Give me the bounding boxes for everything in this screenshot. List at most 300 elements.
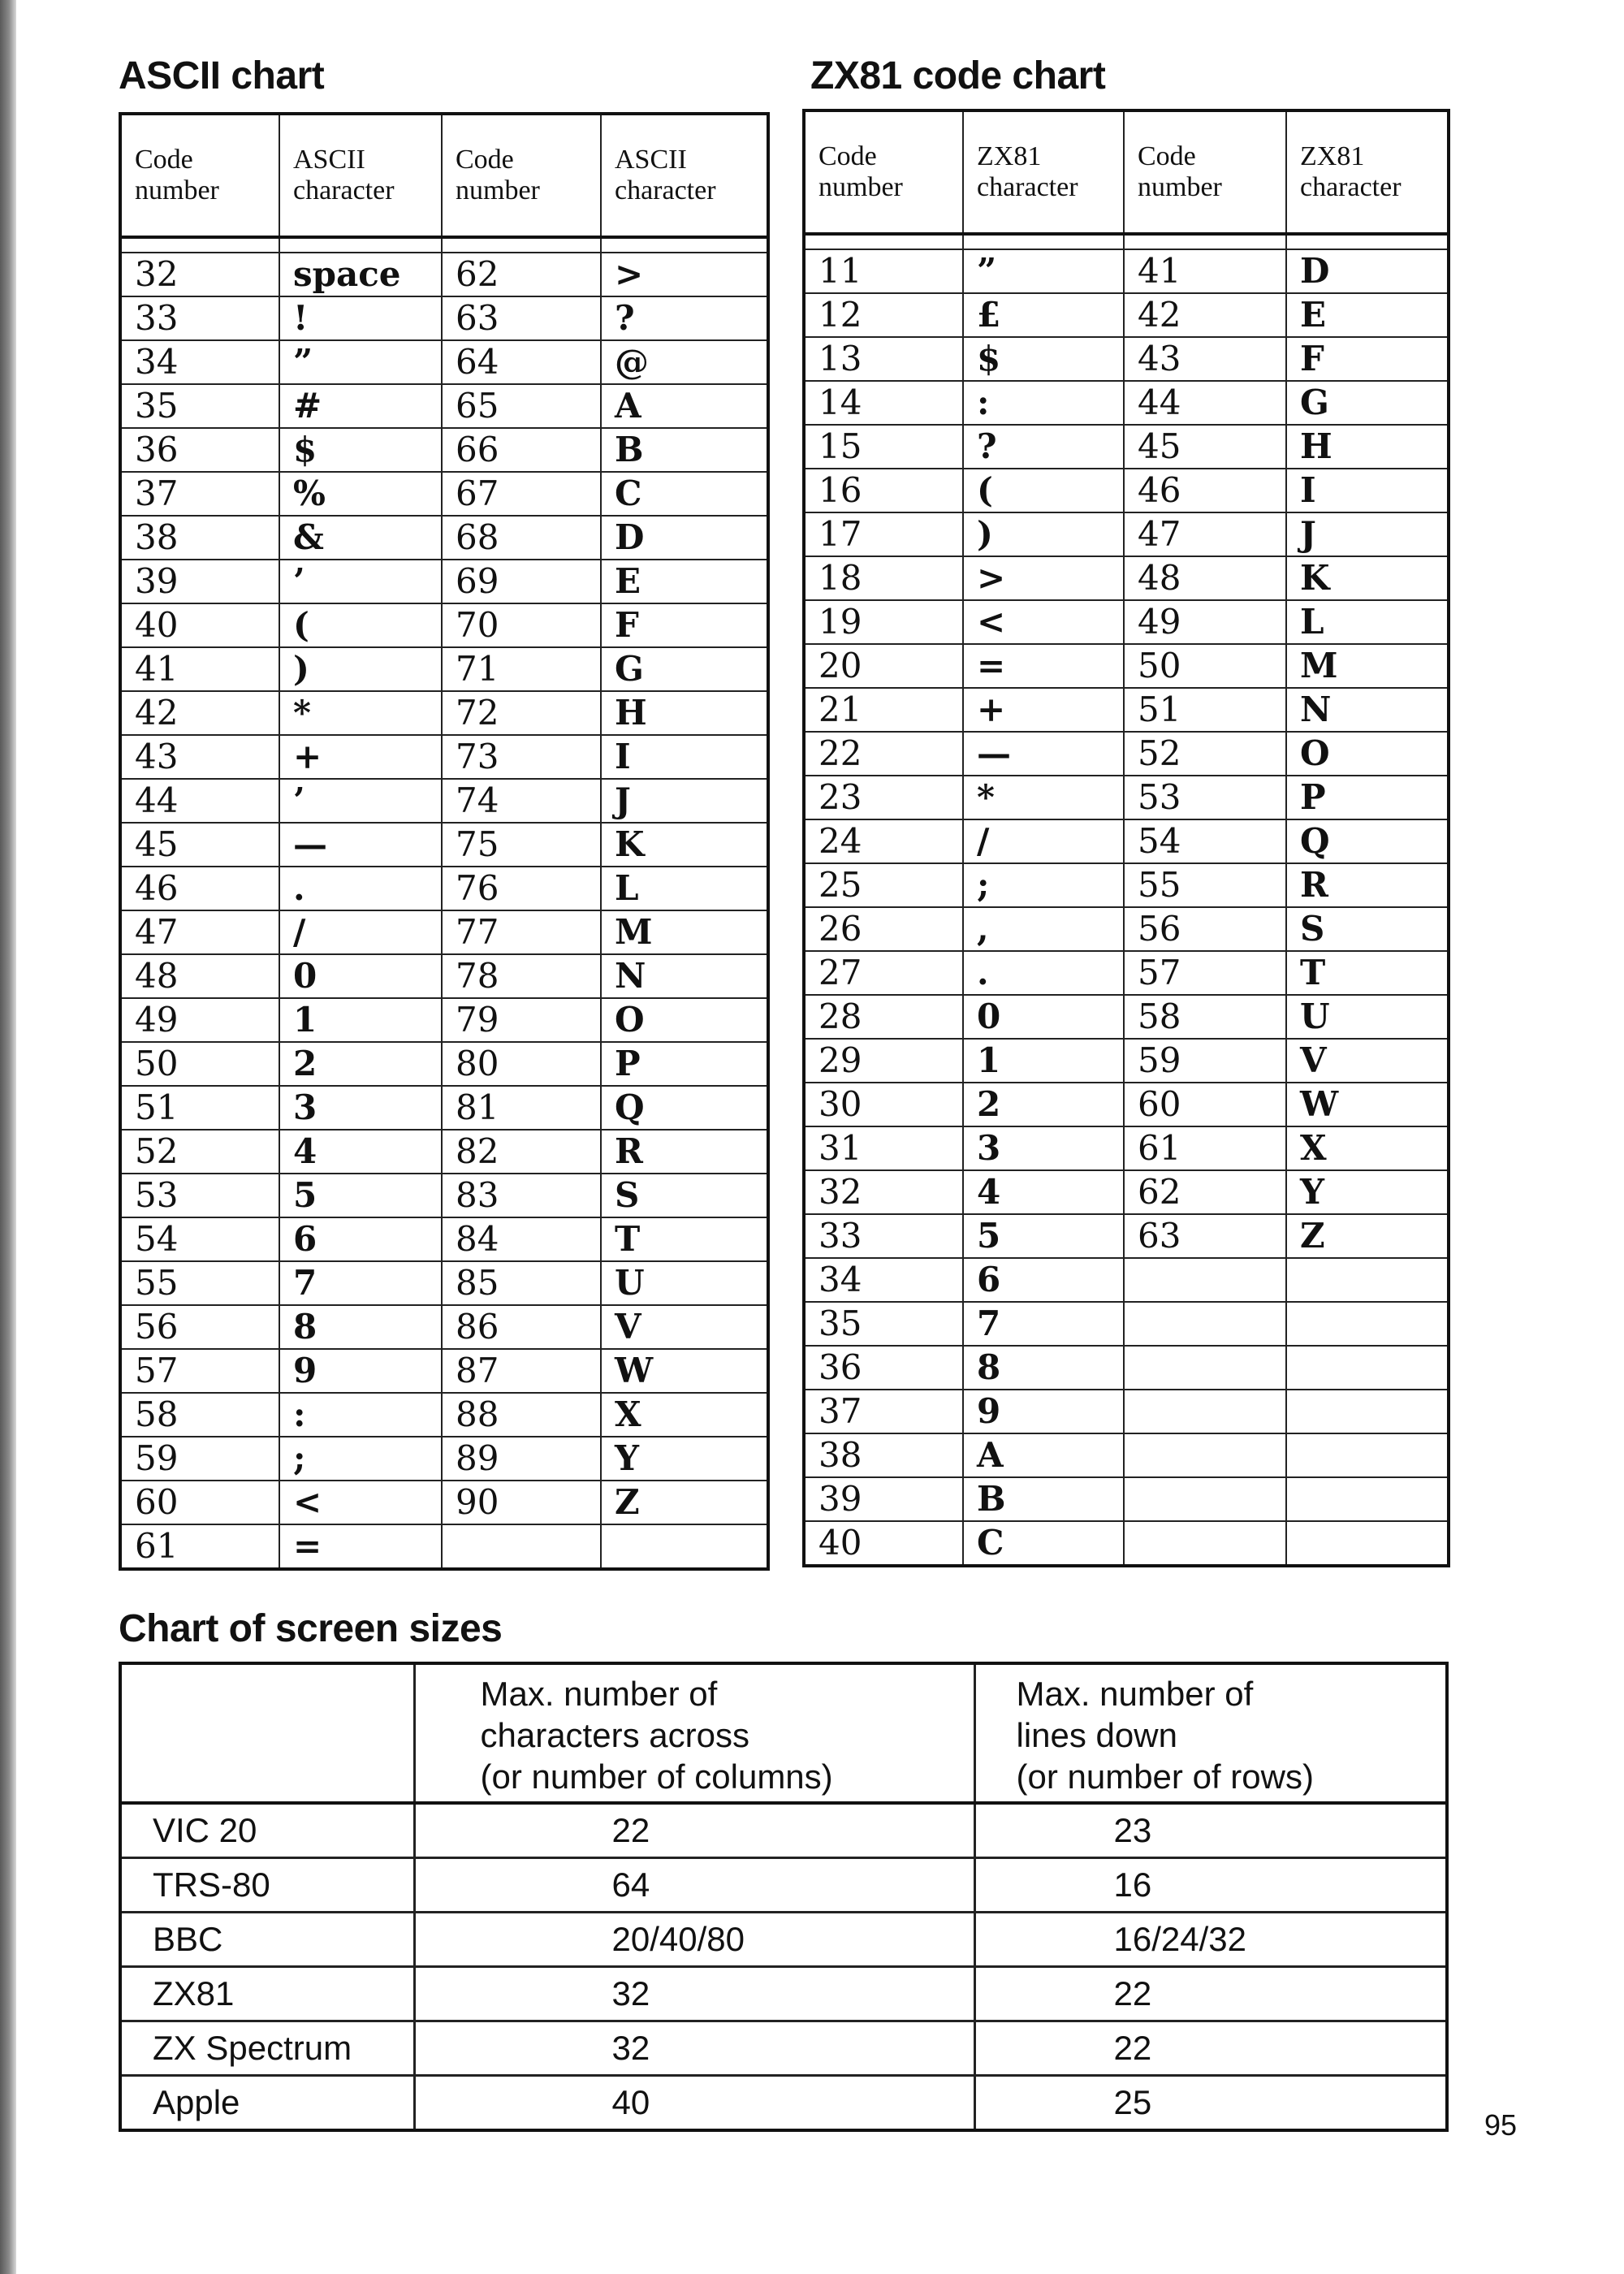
ascii-row <box>120 1524 768 1569</box>
ascii-code-cell: 63 <box>442 296 601 340</box>
zx81-character-cell: ) <box>963 512 1124 556</box>
zx81-code-cell <box>1124 1521 1286 1566</box>
ascii-row <box>120 954 768 998</box>
zx81-character-cell: O <box>1286 732 1449 776</box>
zx81-code-cell: 32 <box>804 1170 963 1214</box>
zx81-row <box>804 381 1449 425</box>
ascii-row <box>120 867 768 910</box>
zx81-code-cell: 50 <box>1124 644 1286 688</box>
zx81-character-cell: ” <box>963 249 1124 293</box>
zx81-character-cell: H <box>1286 425 1449 469</box>
zx81-code-cell: 23 <box>804 776 963 819</box>
zx81-character-cell: ? <box>963 425 1124 469</box>
zx81-row <box>804 1083 1449 1126</box>
screen-sizes-title: Chart of screen sizes <box>119 1607 503 1650</box>
zx81-character-cell: B <box>963 1477 1124 1521</box>
zx81-code-cell: 46 <box>1124 469 1286 512</box>
zx81-code-cell: 20 <box>804 644 963 688</box>
columns-cell: 40 <box>414 2076 974 2131</box>
ascii-character-cell: 0 <box>279 954 442 998</box>
ascii-code-cell: 55 <box>120 1261 279 1305</box>
spacer-cell <box>1286 234 1449 249</box>
machine-name-cell: BBC <box>120 1913 414 1967</box>
ascii-code-cell: 53 <box>120 1174 279 1217</box>
ascii-character-cell: > <box>601 253 768 296</box>
ascii-row <box>120 1086 768 1130</box>
zx81-character-cell: ( <box>963 469 1124 512</box>
zx81-spacer-row <box>804 234 1449 249</box>
zx81-code-cell: 53 <box>1124 776 1286 819</box>
ascii-character-cell: V <box>601 1305 768 1349</box>
zx81-code-cell: 29 <box>804 1039 963 1083</box>
ascii-code-cell: 86 <box>442 1305 601 1349</box>
columns-cell: 20/40/80 <box>414 1913 974 1967</box>
zx81-code-cell: 61 <box>1124 1126 1286 1170</box>
zx81-row <box>804 1039 1449 1083</box>
spacer-cell <box>963 234 1124 249</box>
ascii-character-cell: H <box>601 691 768 735</box>
ascii-character-cell: O <box>601 998 768 1042</box>
ascii-code-cell: 44 <box>120 779 279 823</box>
zx81-character-cell: 2 <box>963 1083 1124 1126</box>
zx81-row <box>804 819 1449 863</box>
ascii-header-row <box>120 114 768 237</box>
ascii-code-cell: 70 <box>442 603 601 647</box>
ascii-code-cell: 64 <box>442 340 601 384</box>
ascii-code-cell: 90 <box>442 1481 601 1524</box>
zx81-character-cell: , <box>963 907 1124 951</box>
zx81-code-cell: 60 <box>1124 1083 1286 1126</box>
ascii-code-cell: 41 <box>120 647 279 691</box>
ascii-character-cell: W <box>601 1349 768 1393</box>
ascii-character-cell: M <box>601 910 768 954</box>
zx81-character-cell: 1 <box>963 1039 1124 1083</box>
zx81-character-cell: M <box>1286 644 1449 688</box>
zx81-character-cell: C <box>963 1521 1124 1566</box>
zx81-code-cell: 36 <box>804 1346 963 1390</box>
zx81-character-cell: R <box>1286 863 1449 907</box>
zx81-character-cell <box>1286 1258 1449 1302</box>
screen-row <box>120 1858 1447 1913</box>
zx81-code-cell <box>1124 1433 1286 1477</box>
spacer-cell <box>1124 234 1286 249</box>
screen-sizes-table <box>119 1662 1449 2132</box>
ascii-code-cell: 75 <box>442 823 601 867</box>
columns-cell: 64 <box>414 1858 974 1913</box>
ascii-row <box>120 1437 768 1481</box>
zx81-row <box>804 556 1449 600</box>
machine-header <box>120 1663 414 1803</box>
ascii-code-cell: 46 <box>120 867 279 910</box>
zx81-character-cell: F <box>1286 337 1449 381</box>
zx81-character-cell: 7 <box>963 1302 1124 1346</box>
ascii-character-cell: 1 <box>279 998 442 1042</box>
ascii-code-cell: 32 <box>120 253 279 296</box>
screen-row <box>120 1803 1447 1858</box>
ascii-character-cell: U <box>601 1261 768 1305</box>
zx81-character-cell: I <box>1286 469 1449 512</box>
zx81-code-cell: 25 <box>804 863 963 907</box>
rows-cell: 16/24/32 <box>974 1913 1447 1967</box>
ascii-code-cell: 57 <box>120 1349 279 1393</box>
ascii-code-cell: 84 <box>442 1217 601 1261</box>
zx81-code-cell: 13 <box>804 337 963 381</box>
zx81-row <box>804 776 1449 819</box>
zx81-character-cell: $ <box>963 337 1124 381</box>
zx81-row <box>804 1258 1449 1302</box>
zx81-code-cell <box>1124 1346 1286 1390</box>
spacer-cell <box>120 237 279 253</box>
zx81-character-header: ZX81 character <box>963 110 1124 234</box>
zx81-character-cell: T <box>1286 951 1449 995</box>
zx81-code-cell: 19 <box>804 600 963 644</box>
ascii-code-cell: 33 <box>120 296 279 340</box>
zx81-code-cell: 41 <box>1124 249 1286 293</box>
zx81-table <box>802 109 1450 1567</box>
screen-row <box>120 1913 1447 1967</box>
ascii-character-cell: N <box>601 954 768 998</box>
zx81-code-cell: 31 <box>804 1126 963 1170</box>
zx81-code-cell: 18 <box>804 556 963 600</box>
ascii-row <box>120 823 768 867</box>
ascii-row <box>120 910 768 954</box>
ascii-character-cell: . <box>279 867 442 910</box>
zx81-code-cell: 24 <box>804 819 963 863</box>
zx81-code-header: Code number <box>1124 110 1286 234</box>
rows-cell: 22 <box>974 1967 1447 2021</box>
rows-cell: 22 <box>974 2021 1447 2076</box>
ascii-code-cell: 51 <box>120 1086 279 1130</box>
rows-cell: 16 <box>974 1858 1447 1913</box>
zx81-character-cell: : <box>963 381 1124 425</box>
ascii-character-cell: J <box>601 779 768 823</box>
ascii-code-cell: 35 <box>120 384 279 428</box>
ascii-character-header: ASCII character <box>601 114 768 237</box>
zx81-character-cell: = <box>963 644 1124 688</box>
ascii-character-cell: # <box>279 384 442 428</box>
ascii-character-cell: — <box>279 823 442 867</box>
machine-name-cell: ZX81 <box>120 1967 414 2021</box>
zx81-code-cell: 51 <box>1124 688 1286 732</box>
ascii-character-cell: K <box>601 823 768 867</box>
zx81-code-header: Code number <box>804 110 963 234</box>
ascii-character-cell: P <box>601 1042 768 1086</box>
zx81-character-cell: 8 <box>963 1346 1124 1390</box>
ascii-code-cell: 61 <box>120 1524 279 1569</box>
zx81-code-cell: 42 <box>1124 293 1286 337</box>
zx81-character-cell: ; <box>963 863 1124 907</box>
ascii-code-header: Code number <box>442 114 601 237</box>
ascii-code-cell: 36 <box>120 428 279 472</box>
screen-row <box>120 2076 1447 2131</box>
zx81-code-cell <box>1124 1302 1286 1346</box>
ascii-character-cell: I <box>601 735 768 779</box>
zx81-row <box>804 1126 1449 1170</box>
zx81-character-cell <box>1286 1477 1449 1521</box>
ascii-code-cell: 42 <box>120 691 279 735</box>
ascii-code-cell: 43 <box>120 735 279 779</box>
ascii-code-cell: 59 <box>120 1437 279 1481</box>
ascii-code-cell: 82 <box>442 1130 601 1174</box>
zx81-row <box>804 1390 1449 1433</box>
zx81-code-cell: 44 <box>1124 381 1286 425</box>
zx81-code-cell: 16 <box>804 469 963 512</box>
zx81-code-cell: 28 <box>804 995 963 1039</box>
zx81-row <box>804 337 1449 381</box>
page-number: 95 <box>1484 2108 1518 2142</box>
zx81-row <box>804 644 1449 688</box>
zx81-row <box>804 1521 1449 1566</box>
zx81-code-cell: 52 <box>1124 732 1286 776</box>
ascii-code-cell: 50 <box>120 1042 279 1086</box>
zx81-row <box>804 1214 1449 1258</box>
ascii-row <box>120 428 768 472</box>
ascii-spacer-row <box>120 237 768 253</box>
ascii-character-cell: T <box>601 1217 768 1261</box>
zx81-code-cell: 48 <box>1124 556 1286 600</box>
ascii-character-cell: 8 <box>279 1305 442 1349</box>
zx81-code-cell: 22 <box>804 732 963 776</box>
zx81-character-cell: V <box>1286 1039 1449 1083</box>
ascii-character-cell: 9 <box>279 1349 442 1393</box>
ascii-character-cell: Z <box>601 1481 768 1524</box>
ascii-code-cell: 52 <box>120 1130 279 1174</box>
ascii-character-cell: = <box>279 1524 442 1569</box>
ascii-row <box>120 1305 768 1349</box>
zx81-character-cell <box>1286 1521 1449 1566</box>
zx81-character-cell: > <box>963 556 1124 600</box>
ascii-row <box>120 998 768 1042</box>
columns-cell: 32 <box>414 1967 974 2021</box>
ascii-code-cell: 79 <box>442 998 601 1042</box>
ascii-code-cell: 85 <box>442 1261 601 1305</box>
zx81-row <box>804 1346 1449 1390</box>
ascii-code-cell: 89 <box>442 1437 601 1481</box>
zx81-character-cell: E <box>1286 293 1449 337</box>
zx81-character-cell: W <box>1286 1083 1449 1126</box>
zx81-header-row <box>804 110 1449 234</box>
zx81-code-cell: 47 <box>1124 512 1286 556</box>
columns-cell: 32 <box>414 2021 974 2076</box>
zx81-code-cell <box>1124 1477 1286 1521</box>
zx81-character-cell <box>1286 1390 1449 1433</box>
ascii-row <box>120 735 768 779</box>
ascii-code-header: Code number <box>120 114 279 237</box>
ascii-row <box>120 779 768 823</box>
ascii-code-cell: 47 <box>120 910 279 954</box>
zx81-code-cell: 12 <box>804 293 963 337</box>
ascii-code-cell: 38 <box>120 516 279 560</box>
zx81-code-cell: 55 <box>1124 863 1286 907</box>
zx81-row <box>804 249 1449 293</box>
ascii-character-cell: ? <box>601 296 768 340</box>
zx81-row <box>804 512 1449 556</box>
ascii-character-cell: $ <box>279 428 442 472</box>
ascii-code-cell: 71 <box>442 647 601 691</box>
ascii-character-cell: Y <box>601 1437 768 1481</box>
ascii-row <box>120 253 768 296</box>
zx81-code-cell: 63 <box>1124 1214 1286 1258</box>
zx81-code-cell: 35 <box>804 1302 963 1346</box>
screen-row <box>120 2021 1447 2076</box>
ascii-row <box>120 516 768 560</box>
ascii-code-cell: 45 <box>120 823 279 867</box>
zx81-character-cell <box>1286 1302 1449 1346</box>
zx81-character-cell: / <box>963 819 1124 863</box>
ascii-code-cell: 65 <box>442 384 601 428</box>
ascii-character-cell: : <box>279 1393 442 1437</box>
zx81-character-cell: 9 <box>963 1390 1124 1433</box>
ascii-character-cell: / <box>279 910 442 954</box>
zx81-row <box>804 951 1449 995</box>
ascii-character-cell: 6 <box>279 1217 442 1261</box>
spacer-cell <box>804 234 963 249</box>
ascii-character-cell: 3 <box>279 1086 442 1130</box>
ascii-code-cell: 58 <box>120 1393 279 1437</box>
ascii-character-cell: D <box>601 516 768 560</box>
zx81-code-cell: 26 <box>804 907 963 951</box>
zx81-code-cell: 30 <box>804 1083 963 1126</box>
machine-name-cell: VIC 20 <box>120 1803 414 1858</box>
machine-name-cell: TRS-80 <box>120 1858 414 1913</box>
zx81-character-cell: 3 <box>963 1126 1124 1170</box>
ascii-row <box>120 1393 768 1437</box>
zx81-character-cell: 6 <box>963 1258 1124 1302</box>
zx81-character-cell: Y <box>1286 1170 1449 1214</box>
zx81-character-cell: Z <box>1286 1214 1449 1258</box>
zx81-character-cell: U <box>1286 995 1449 1039</box>
ascii-character-cell: X <box>601 1393 768 1437</box>
zx81-character-cell: Q <box>1286 819 1449 863</box>
zx81-row <box>804 425 1449 469</box>
ascii-character-cell <box>601 1524 768 1569</box>
zx81-row <box>804 1302 1449 1346</box>
zx81-row <box>804 995 1449 1039</box>
ascii-character-cell: space <box>279 253 442 296</box>
ascii-row <box>120 560 768 603</box>
zx81-code-cell: 43 <box>1124 337 1286 381</box>
ascii-row <box>120 1042 768 1086</box>
zx81-character-cell: + <box>963 688 1124 732</box>
ascii-code-cell <box>442 1524 601 1569</box>
ascii-code-cell: 88 <box>442 1393 601 1437</box>
zx81-row <box>804 863 1449 907</box>
ascii-character-cell: R <box>601 1130 768 1174</box>
zx81-code-cell: 45 <box>1124 425 1286 469</box>
ascii-row <box>120 691 768 735</box>
ascii-code-cell: 39 <box>120 560 279 603</box>
ascii-code-cell: 34 <box>120 340 279 384</box>
ascii-character-cell: @ <box>601 340 768 384</box>
zx81-row <box>804 1433 1449 1477</box>
zx81-character-cell: * <box>963 776 1124 819</box>
ascii-character-cell: * <box>279 691 442 735</box>
zx81-row <box>804 907 1449 951</box>
ascii-character-cell: ! <box>279 296 442 340</box>
ascii-code-cell: 68 <box>442 516 601 560</box>
spacer-cell <box>601 237 768 253</box>
zx81-character-cell <box>1286 1433 1449 1477</box>
zx81-code-cell: 57 <box>1124 951 1286 995</box>
ascii-character-cell: E <box>601 560 768 603</box>
zx81-character-cell: N <box>1286 688 1449 732</box>
zx81-row <box>804 1170 1449 1214</box>
ascii-code-cell: 78 <box>442 954 601 998</box>
ascii-code-cell: 49 <box>120 998 279 1042</box>
ascii-character-cell: 4 <box>279 1130 442 1174</box>
zx81-code-cell <box>1124 1258 1286 1302</box>
ascii-character-cell: L <box>601 867 768 910</box>
zx81-character-cell: — <box>963 732 1124 776</box>
ascii-code-cell: 66 <box>442 428 601 472</box>
spacer-cell <box>279 237 442 253</box>
zx81-code-cell: 27 <box>804 951 963 995</box>
zx81-character-cell: 5 <box>963 1214 1124 1258</box>
ascii-code-cell: 56 <box>120 1305 279 1349</box>
ascii-code-cell: 37 <box>120 472 279 516</box>
zx81-character-cell <box>1286 1346 1449 1390</box>
ascii-character-cell: ’ <box>279 560 442 603</box>
zx81-code-cell: 56 <box>1124 907 1286 951</box>
zx81-code-cell: 14 <box>804 381 963 425</box>
ascii-character-cell: ; <box>279 1437 442 1481</box>
ascii-row <box>120 340 768 384</box>
spacer-cell <box>442 237 601 253</box>
zx81-row <box>804 469 1449 512</box>
ascii-character-cell: + <box>279 735 442 779</box>
zx81-character-cell: 4 <box>963 1170 1124 1214</box>
rows-header: Max. number of lines down (or number of rows) <box>974 1663 1447 1803</box>
zx81-chart-title: ZX81 code chart <box>810 54 1106 97</box>
zx81-character-cell: P <box>1286 776 1449 819</box>
ascii-row <box>120 1174 768 1217</box>
zx81-row <box>804 1477 1449 1521</box>
ascii-code-cell: 72 <box>442 691 601 735</box>
machine-name-cell: ZX Spectrum <box>120 2021 414 2076</box>
ascii-character-cell: G <box>601 647 768 691</box>
zx81-code-cell: 54 <box>1124 819 1286 863</box>
zx81-code-cell: 58 <box>1124 995 1286 1039</box>
ascii-code-cell: 74 <box>442 779 601 823</box>
ascii-character-cell: 2 <box>279 1042 442 1086</box>
ascii-code-cell: 69 <box>442 560 601 603</box>
ascii-code-cell: 76 <box>442 867 601 910</box>
ascii-code-cell: 62 <box>442 253 601 296</box>
ascii-character-cell: S <box>601 1174 768 1217</box>
ascii-row <box>120 296 768 340</box>
zx81-code-cell: 33 <box>804 1214 963 1258</box>
zx81-character-cell: 0 <box>963 995 1124 1039</box>
ascii-table <box>119 112 770 1571</box>
ascii-character-cell: B <box>601 428 768 472</box>
ascii-code-cell: 54 <box>120 1217 279 1261</box>
zx81-character-cell: . <box>963 951 1124 995</box>
zx81-character-cell: X <box>1286 1126 1449 1170</box>
ascii-code-cell: 83 <box>442 1174 601 1217</box>
ascii-code-cell: 77 <box>442 910 601 954</box>
rows-cell: 23 <box>974 1803 1447 1858</box>
screen-header-row <box>120 1663 1447 1803</box>
zx81-character-cell: < <box>963 600 1124 644</box>
ascii-character-header: ASCII character <box>279 114 442 237</box>
zx81-code-cell: 59 <box>1124 1039 1286 1083</box>
columns-header: Max. number of characters across (or number of columns) <box>414 1663 974 1803</box>
ascii-character-cell: % <box>279 472 442 516</box>
ascii-character-cell: F <box>601 603 768 647</box>
zx81-row <box>804 600 1449 644</box>
zx81-row <box>804 732 1449 776</box>
ascii-code-cell: 48 <box>120 954 279 998</box>
